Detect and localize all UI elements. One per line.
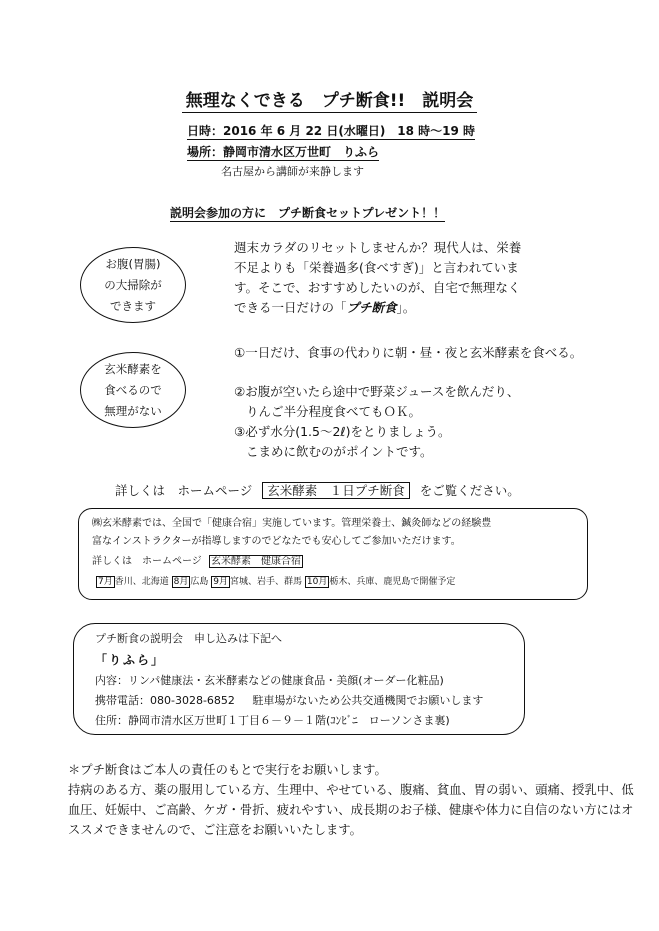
info-details-keyword: 玄米酵素 健康合宿 bbox=[211, 556, 301, 567]
intro-line: 週末カラダのリセットしませんか？現代人は、栄養 bbox=[234, 240, 522, 255]
schedule-places: 香川、北海道 bbox=[114, 577, 169, 587]
event-datetime: 日時：2016 年 6 月 22 日(水曜日) 18 時～19 時 bbox=[187, 124, 476, 138]
intro-paragraph bbox=[234, 238, 521, 318]
present-notice: 説明会参加の方に プチ断食セットプレゼント！！ bbox=[170, 206, 446, 220]
parking-note: 駐車場がないため公共交通機関でお願いします bbox=[252, 694, 484, 707]
contact-phone-line bbox=[95, 692, 483, 708]
info-schedule bbox=[96, 574, 455, 587]
lecturer-note: 名古屋から講師が来静します bbox=[221, 165, 364, 178]
step-2-cont: りんご半分程度食べてもＯＫ。 bbox=[246, 404, 422, 419]
schedule-month: 10月 bbox=[306, 577, 328, 587]
details-prefix: 詳しくは ホームページ bbox=[115, 483, 253, 498]
details-line bbox=[115, 481, 520, 501]
intro-line: 不足よりも「栄養過多(食べすぎ)」と言われていま bbox=[234, 260, 519, 275]
info-details-prefix: 詳しくは ホームページ bbox=[92, 556, 202, 567]
intro-line: す。そこで、おすすめしたいのが、自宅で無理なく bbox=[234, 280, 521, 295]
intro-line: できる一日だけの「プチ断食」。 bbox=[234, 300, 416, 315]
contact-address: 住所：静岡市清水区万世町１丁目６－９－１階(ｺﾝﾋﾞﾆ ローソンさま裏) bbox=[95, 714, 450, 727]
intro-emphasis: プチ断食 bbox=[346, 300, 397, 315]
bubble-enzyme bbox=[80, 352, 186, 428]
step-3-cont: こまめに飲むのがポイントです。 bbox=[246, 444, 433, 459]
phone-number[interactable]: 080-3028-6852 bbox=[150, 694, 235, 707]
footer-caution-2: 血圧、妊娠中、ご高齢、ケガ・骨折、疲れやすい、成長期のお子様、健康や体力に自信のない方にはオ bbox=[68, 803, 634, 817]
details-keyword: 玄米酵素 １日プチ断食 bbox=[262, 482, 410, 499]
bubble-cleaning-line: お腹(胃腸) bbox=[105, 256, 161, 271]
bubble-enzyme-line: 玄米酵素を bbox=[104, 361, 162, 376]
footer-note: ＊プチ断食はご本人の責任のもとで実行をお願いします。 bbox=[68, 763, 387, 777]
schedule-month: 9月 bbox=[213, 577, 228, 587]
bubble-enzyme-line: 無理がない bbox=[104, 403, 162, 418]
page-title-text: 無理なくできる プチ断食!! 説明会 bbox=[182, 91, 478, 113]
bubble-cleaning bbox=[80, 247, 186, 323]
schedule-places: 宮城、岩手、群馬 bbox=[229, 577, 302, 587]
schedule-places: 栃木、兵庫、鹿児島で開催予定 bbox=[329, 577, 456, 587]
contact-content: 内容：リンパ健康法・玄米酵素などの健康食品・美顔(オーダー化粧品) bbox=[95, 674, 444, 687]
contact-heading: プチ断食の説明会 申し込みは下記へ bbox=[95, 632, 282, 645]
step-1: ①一日だけ、食事の代わりに朝・昼・夜と玄米酵素を食べる。 bbox=[234, 345, 583, 360]
contact-shop-name: 「りふら」 bbox=[95, 653, 166, 667]
step-3: ③必ず水分(1.5～2ℓ)をとりましょう。 bbox=[234, 424, 451, 439]
event-venue: 場所：静岡市清水区万世町 りふら bbox=[187, 145, 380, 159]
schedule-places: 広島 bbox=[190, 577, 209, 587]
bubble-cleaning-line: の大掃除が bbox=[104, 277, 162, 292]
footer-caution-1: 持病のある方、薬の服用している方、生理中、やせている、腹痛、貧血、胃の弱い、頭痛、授乳中、低 bbox=[68, 783, 634, 797]
page-title bbox=[0, 86, 659, 111]
phone-label: 携帯電話： bbox=[95, 694, 150, 707]
bubble-cleaning-line: できます bbox=[110, 298, 156, 313]
footer-caution-3: ススメできませんので、ご注意をお願いいたします。 bbox=[68, 823, 362, 837]
schedule-month: 8月 bbox=[173, 577, 189, 587]
bubble-enzyme-line: 食べるので bbox=[104, 382, 162, 397]
info-line-2: 富なインストラクターが指導しますのでどなたでも安心してご参加いただけます。 bbox=[92, 536, 461, 547]
info-line-1: ㈱玄米酵素では、全国で「健康合宿」実施しています。管理栄養士、鍼灸師などの経験豊 bbox=[92, 518, 492, 529]
details-suffix: をご覧ください。 bbox=[419, 483, 520, 498]
schedule-month: 7月 bbox=[98, 577, 113, 587]
info-details bbox=[92, 552, 303, 567]
step-2: ②お腹が空いたら途中で野菜ジュースを飲んだり、 bbox=[234, 384, 520, 399]
